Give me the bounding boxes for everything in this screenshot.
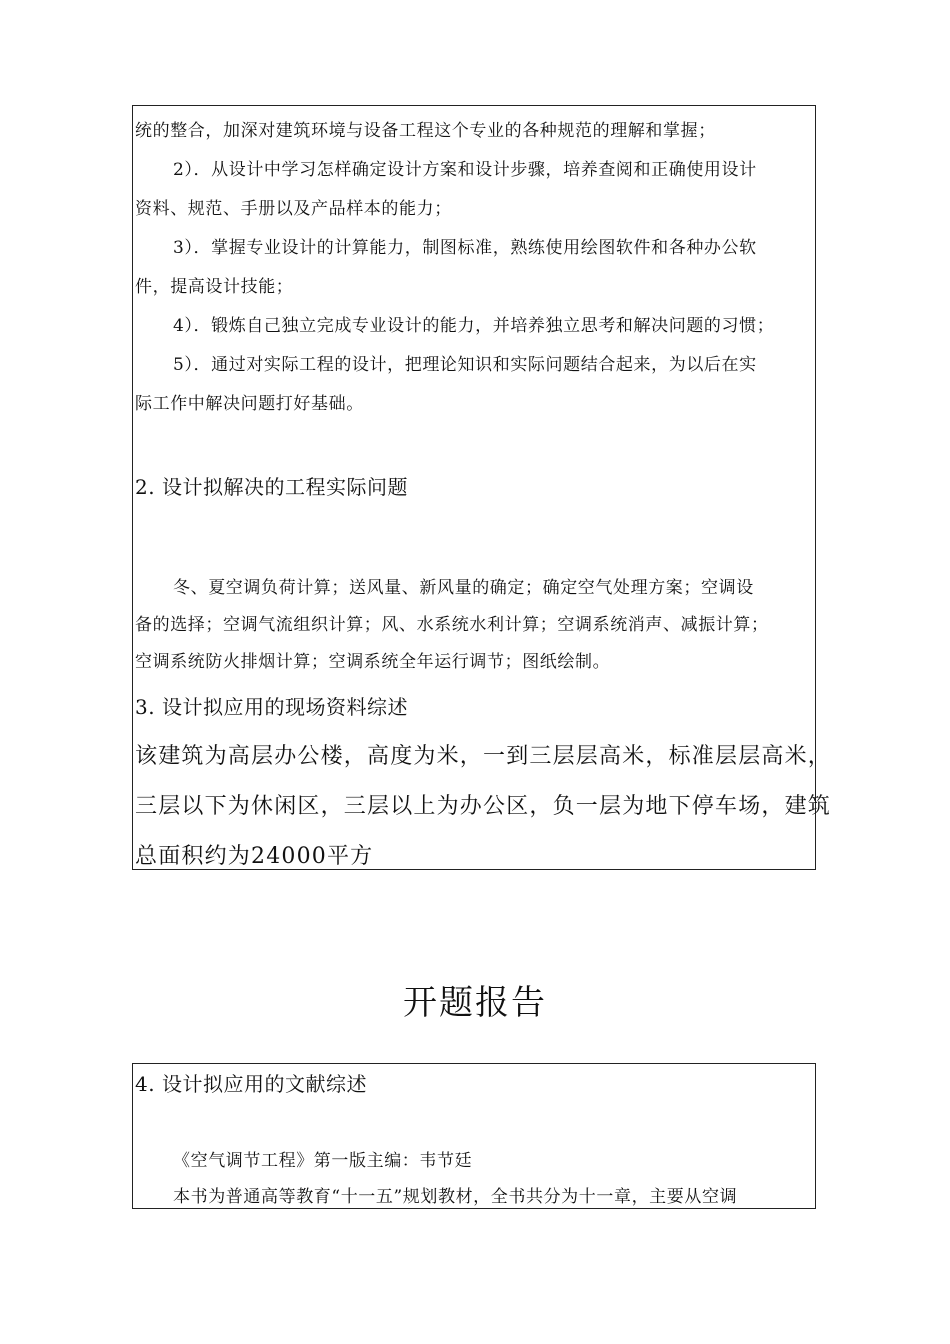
text-line: 4）．锻炼自己独立完成专业设计的能力，并培养独立思考和解决问题的习惯； (173, 316, 775, 336)
text-line: 总面积约为24000平方 (135, 844, 374, 869)
report-table-section-4 (132, 1063, 816, 1209)
text-line: 本书为普通高等教育“十一五”规划教材，全书共分为十一章，主要从空调 (173, 1187, 738, 1207)
text-line: 资料、规范、手册以及产品样本的能力； (135, 199, 452, 219)
text-line: 件，提高设计技能； (135, 277, 294, 297)
text-line: 2）．从设计中学习怎样确定设计方案和设计步骤，培养查阅和正确使用设计 (173, 160, 757, 180)
text-line: 三层以下为休闲区，三层以上为办公区，负一层为地下停车场，建筑 (135, 794, 832, 819)
text-line: 3）．掌握专业设计的计算能力，制图标准，熟练使用绘图软件和各种办公软 (173, 238, 757, 258)
section-heading-3: 3. 设计拟应用的现场资料综述 (135, 695, 408, 719)
text-line: 冬、夏空调负荷计算；送风量、新风量的确定；确定空气处理方案；空调设 (173, 578, 754, 598)
text-line: 《空气调节工程》第一版主编：韦节廷 (173, 1151, 473, 1171)
text-line: 空调系统防火排烟计算；空调系统全年运行调节；图纸绘制。 (135, 652, 611, 672)
text-line: 统的整合，加深对建筑环境与设备工程这个专业的各种规范的理解和掌握； (135, 121, 716, 141)
section-heading-4: 4. 设计拟应用的文献综述 (135, 1072, 367, 1096)
text-line: 5）．通过对实际工程的设计，把理论知识和实际问题结合起来，为以后在实 (173, 355, 757, 375)
text-line: 际工作中解决问题打好基础。 (135, 394, 364, 414)
text-line: 该建筑为高层办公楼，高度为米，一到三层层高米，标准层层高米， (135, 744, 832, 769)
section-heading-2: 2. 设计拟解决的工程实际问题 (135, 475, 408, 499)
report-table-section-1 (132, 105, 832, 870)
text-line: 备的选择；空调气流组织计算；风、水系统水利计算；空调系统消声、减振计算； (135, 615, 769, 635)
page-title: 开题报告 (403, 983, 547, 1023)
